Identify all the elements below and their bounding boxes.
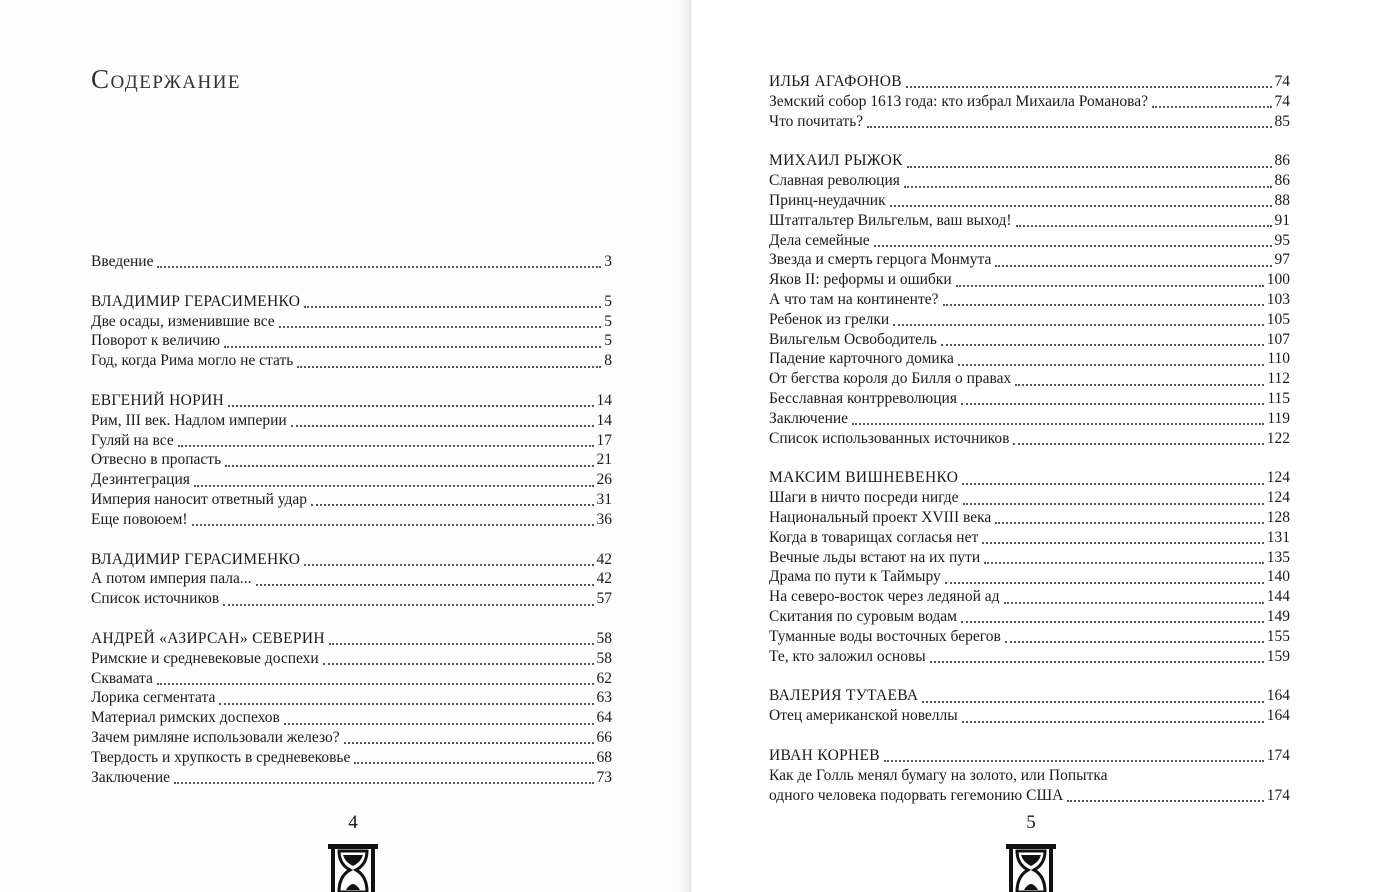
page-ref: 131 xyxy=(1266,528,1290,546)
toc-entry-row[interactable] xyxy=(769,270,1290,290)
dot-leader xyxy=(344,740,594,744)
page-ref: 149 xyxy=(1266,607,1290,625)
chapter-title: Еще повоюем! xyxy=(91,510,188,528)
chapter-title: Яков II: реформы и ошибки xyxy=(769,271,952,289)
toc-entry-row[interactable] xyxy=(91,688,612,708)
toc-entry-row[interactable] xyxy=(769,706,1290,726)
page-ref: 74 xyxy=(1274,73,1290,90)
page-ref: 119 xyxy=(1267,409,1290,427)
page-ref: 128 xyxy=(1266,508,1290,526)
chapter-title: Что почитать? xyxy=(769,112,864,130)
author-name: АНДРЕЙ «АЗИРСАН» СЕВЕРИН xyxy=(91,629,325,647)
toc-entry-row[interactable] xyxy=(769,290,1290,310)
page-ref: 5 xyxy=(604,312,612,330)
dot-leader xyxy=(984,560,1264,564)
dot-leader xyxy=(194,483,594,487)
page-ref: 110 xyxy=(1267,350,1290,368)
dot-leader xyxy=(228,403,594,407)
dot-leader xyxy=(224,344,601,348)
toc-section xyxy=(769,151,1290,448)
toc-entry-row[interactable] xyxy=(91,490,612,510)
page-ref: 155 xyxy=(1266,627,1290,645)
dot-leader xyxy=(225,463,593,467)
dot-leader xyxy=(1005,639,1264,643)
chapter-title: Национальный проект XVIII века xyxy=(769,508,992,526)
toc-entry-row[interactable] xyxy=(769,310,1290,330)
chapter-title: Штатгальтер Вильгельм, ваш выход! xyxy=(769,211,1012,229)
author-name: ВАЛЕРИЯ ТУТАЕВА xyxy=(769,687,919,705)
page-ref: 42 xyxy=(596,570,612,588)
chapter-title: Лорика сегментата xyxy=(91,689,216,707)
page-ref: 124 xyxy=(1266,469,1290,487)
toc-author-row[interactable] xyxy=(769,686,1290,706)
page-ref: 66 xyxy=(596,728,612,746)
chapter-title: Заключение xyxy=(769,409,849,427)
toc-entry-row[interactable] xyxy=(91,768,612,788)
page-ref: 63 xyxy=(596,689,612,707)
toc-entry-row[interactable] xyxy=(91,748,612,768)
dot-leader xyxy=(907,164,1272,168)
toc-list-right xyxy=(769,72,1290,825)
dot-leader xyxy=(1152,104,1272,108)
toc-entry-row[interactable] xyxy=(91,649,612,669)
chapter-title: Список источников xyxy=(91,590,220,608)
chapter-title: Введение xyxy=(91,253,154,270)
page-ref: 8 xyxy=(604,352,612,370)
page-ref: 159 xyxy=(1266,647,1290,665)
dot-leader xyxy=(304,562,593,566)
dot-leader xyxy=(284,721,594,725)
toc-entry-row[interactable] xyxy=(769,409,1290,429)
chapter-title: Туманные воды восточных берегов xyxy=(769,627,1001,645)
dot-leader xyxy=(157,681,594,685)
toc-section xyxy=(769,686,1290,726)
toc-entry-row[interactable] xyxy=(769,766,1290,786)
author-name: МИХАИЛ РЫЖОК xyxy=(769,152,903,170)
dot-leader xyxy=(941,342,1264,346)
toc-entry-row[interactable] xyxy=(91,510,612,530)
page-ref: 103 xyxy=(1266,290,1290,308)
toc-entry-row[interactable] xyxy=(769,528,1290,548)
dot-leader xyxy=(922,699,1263,703)
chapter-title: Как де Голль менял бумагу на золото, или Попытка xyxy=(769,766,1108,784)
toc-section xyxy=(91,550,612,609)
chapter-title: А что там на континенте? xyxy=(769,290,939,308)
chapter-title: Драма по пути к Таймыру xyxy=(769,568,941,586)
dot-leader xyxy=(867,124,1271,128)
page-ref: 17 xyxy=(596,431,612,449)
dot-leader xyxy=(956,283,1264,287)
toc-section xyxy=(769,468,1290,666)
page-ref: 135 xyxy=(1266,548,1290,566)
toc-author-row[interactable] xyxy=(769,151,1290,171)
dot-leader xyxy=(958,362,1264,366)
page-ref: 42 xyxy=(596,550,612,568)
toc-list-left xyxy=(91,252,612,807)
chapter-title: Принц-неудачник xyxy=(769,191,886,209)
chapter-title: Вильгельм Освободитель xyxy=(769,330,937,348)
author-name: ИЛЬЯ АГАФОНОВ xyxy=(769,73,902,90)
page-ref: 68 xyxy=(596,748,612,766)
dot-leader xyxy=(1016,223,1272,227)
toc-entry-row[interactable] xyxy=(769,607,1290,627)
dot-leader xyxy=(943,302,1264,306)
hourglass-icon xyxy=(1004,840,1058,892)
toc-entry-row[interactable] xyxy=(769,112,1290,132)
page-ref: 26 xyxy=(596,471,612,489)
page-ref: 86 xyxy=(1274,152,1290,170)
page-ref: 174 xyxy=(1266,746,1290,764)
page-ref: 57 xyxy=(596,590,612,608)
toc-entry-row[interactable] xyxy=(769,191,1290,211)
dot-leader xyxy=(1004,600,1264,604)
toc-entry-row[interactable] xyxy=(91,708,612,728)
chapter-title: Бесславная контрреволюция xyxy=(769,389,957,407)
toc-author-row[interactable] xyxy=(769,468,1290,488)
chapter-title: Падение карточного домика xyxy=(769,350,954,368)
chapter-title: Дезинтеграция xyxy=(91,471,190,489)
toc-entry-row[interactable] xyxy=(91,312,612,332)
page-ref: 5 xyxy=(604,292,612,310)
page-ref: 112 xyxy=(1267,370,1290,388)
dot-leader xyxy=(995,263,1271,267)
toc-entry-row[interactable] xyxy=(91,252,612,272)
dot-leader xyxy=(961,619,1264,623)
chapter-title: Рим, III век. Надлом империи xyxy=(91,411,287,429)
dot-leader xyxy=(962,719,1264,723)
chapter-title: Твердость и хрупкость в средневековье xyxy=(91,748,351,766)
toc-entry-row[interactable] xyxy=(91,669,612,689)
page-ref: 164 xyxy=(1266,687,1290,705)
toc-section xyxy=(769,746,1290,805)
toc-entry-row[interactable] xyxy=(769,508,1290,528)
dot-leader xyxy=(329,641,594,645)
toc-author-row[interactable] xyxy=(769,746,1290,766)
toc-author-row[interactable] xyxy=(91,391,612,411)
dot-leader xyxy=(1013,441,1263,445)
chapter-title: Зачем римляне использовали железо? xyxy=(91,728,340,746)
page-ref: 124 xyxy=(1266,489,1290,507)
page-ref: 36 xyxy=(596,510,612,528)
page-title: Содержание xyxy=(91,64,242,94)
page-ref: 164 xyxy=(1266,707,1290,725)
dot-leader xyxy=(178,443,594,447)
page-ref: 95 xyxy=(1274,231,1290,249)
dot-leader xyxy=(311,502,593,506)
toc-entry-row[interactable] xyxy=(769,548,1290,568)
author-name: ЕВГЕНИЙ НОРИН xyxy=(91,391,224,409)
chapter-title: Дела семейные xyxy=(769,231,870,249)
dot-leader xyxy=(157,264,601,268)
toc-section xyxy=(91,391,612,530)
dot-leader xyxy=(961,401,1264,405)
dot-leader xyxy=(1067,798,1263,802)
page-ref: 14 xyxy=(596,391,612,409)
page-ref: 122 xyxy=(1266,429,1290,447)
page-ref: 174 xyxy=(1266,786,1290,804)
page-ref: 86 xyxy=(1274,172,1290,190)
toc-author-row[interactable] xyxy=(91,292,612,312)
page-ref: 88 xyxy=(1274,191,1290,209)
toc-author-row[interactable] xyxy=(91,550,612,570)
chapter-title: Год, когда Рима могло не стать xyxy=(91,352,294,370)
author-name: МАКСИМ ВИШНЕВЕНКО xyxy=(769,469,959,487)
chapter-title: На северо-восток через ледяной ад xyxy=(769,588,1000,606)
page-ref: 58 xyxy=(596,629,612,647)
chapter-title: Римские и средневековые доспехи xyxy=(91,649,319,667)
dot-leader xyxy=(963,501,1264,505)
toc-entry-row[interactable] xyxy=(769,786,1290,806)
chapter-title: Поворот к величию xyxy=(91,332,221,350)
chapter-title: Вечные льды встают на их пути xyxy=(769,548,981,566)
page-ref: 73 xyxy=(596,768,612,786)
toc-entry-row[interactable] xyxy=(769,92,1290,112)
page-ref: 64 xyxy=(596,709,612,727)
dot-leader xyxy=(995,520,1263,524)
toc-entry-row[interactable] xyxy=(91,728,612,748)
toc-entry-row[interactable] xyxy=(769,211,1290,231)
dot-leader xyxy=(893,322,1264,326)
author-name: ВЛАДИМИР ГЕРАСИМЕНКО xyxy=(91,550,301,568)
toc-entry-row[interactable] xyxy=(769,330,1290,350)
toc-entry-row[interactable] xyxy=(91,331,612,351)
page-ref: 74 xyxy=(1274,92,1290,110)
toc-entry-row[interactable] xyxy=(91,470,612,490)
dot-leader xyxy=(219,701,593,705)
chapter-title: Заключение xyxy=(91,768,171,786)
page-ref: 62 xyxy=(596,669,612,687)
page-ref: 140 xyxy=(1266,568,1290,586)
page-ref: 144 xyxy=(1266,588,1290,606)
page-ref: 5 xyxy=(604,332,612,350)
chapter-title: Гуляй на все xyxy=(91,431,174,449)
chapter-title: Сквамата xyxy=(91,669,153,687)
chapter-title: Звезда и смерть герцога Монмута xyxy=(769,251,992,269)
author-name: ВЛАДИМИР ГЕРАСИМЕНКО xyxy=(91,292,301,310)
page-number-right: 5 xyxy=(1026,812,1036,833)
toc-entry-row[interactable] xyxy=(91,411,612,431)
chapter-title: Список использованных источников xyxy=(769,429,1010,447)
chapter-title: Те, кто заложил основы xyxy=(769,647,926,665)
toc-entry-row[interactable] xyxy=(769,587,1290,607)
toc-entry-row[interactable] xyxy=(91,569,612,589)
dot-leader xyxy=(297,364,601,368)
toc-entry-row[interactable] xyxy=(769,349,1290,369)
dot-leader xyxy=(223,602,593,606)
toc-entry-row[interactable] xyxy=(91,351,612,371)
chapter-title: Земский собор 1613 года: кто избрал Михаила Романова? xyxy=(769,92,1148,110)
dot-leader xyxy=(174,780,593,784)
dot-leader xyxy=(906,84,1272,88)
page-ref: 105 xyxy=(1266,310,1290,328)
chapter-title: Ребенок из грелки xyxy=(769,310,890,328)
chapter-title: От бегства короля до Билля о правах xyxy=(769,370,1012,388)
dot-leader xyxy=(904,184,1272,188)
toc-section xyxy=(769,72,1290,131)
page-ref: 97 xyxy=(1274,251,1290,269)
dot-leader xyxy=(890,203,1272,207)
page-ref: 107 xyxy=(1266,330,1290,348)
page-ref: 91 xyxy=(1274,211,1290,229)
dot-leader xyxy=(279,324,602,328)
chapter-title: Отвесно в пропасть xyxy=(91,451,222,469)
toc-entry-row[interactable] xyxy=(769,250,1290,270)
hourglass-icon xyxy=(326,840,380,892)
dot-leader xyxy=(291,423,594,427)
dot-leader xyxy=(884,758,1264,762)
chapter-title: Две осады, изменившие все xyxy=(91,312,275,330)
dot-leader xyxy=(354,760,593,764)
left-page xyxy=(0,0,691,892)
dot-leader xyxy=(323,661,594,665)
toc-section xyxy=(91,252,612,272)
toc-entry-row[interactable] xyxy=(769,369,1290,389)
chapter-title: Материал римских доспехов xyxy=(91,709,280,727)
toc-entry-row[interactable] xyxy=(769,389,1290,409)
page-ref: 115 xyxy=(1267,389,1290,407)
page-ref: 14 xyxy=(596,411,612,429)
chapter-title: Когда в товарищах согласья нет xyxy=(769,528,979,546)
dot-leader xyxy=(930,659,1264,663)
chapter-title: А потом империя пала... xyxy=(91,570,252,588)
chapter-title: одного человека подорвать гегемонию США xyxy=(769,786,1064,804)
author-name: ИВАН КОРНЕВ xyxy=(769,746,880,764)
page-ref: 21 xyxy=(596,451,612,469)
toc-entry-row[interactable] xyxy=(769,647,1290,667)
page-ref: 85 xyxy=(1274,112,1290,130)
toc-entry-row[interactable] xyxy=(769,567,1290,587)
page-ref: 31 xyxy=(596,490,612,508)
page-ref: 58 xyxy=(596,649,612,667)
toc-author-row[interactable] xyxy=(769,72,1290,92)
dot-leader xyxy=(304,304,601,308)
toc-entry-row[interactable] xyxy=(91,431,612,451)
toc-entry-row[interactable] xyxy=(769,488,1290,508)
toc-entry-row[interactable] xyxy=(769,627,1290,647)
toc-section xyxy=(91,629,612,787)
chapter-title: Шаги в ничто посреди нигде xyxy=(769,489,959,507)
toc-entry-row[interactable] xyxy=(769,231,1290,251)
dot-leader xyxy=(982,540,1264,544)
toc-entry-row[interactable] xyxy=(769,171,1290,191)
dot-leader xyxy=(874,243,1272,247)
dot-leader xyxy=(852,421,1264,425)
toc-author-row[interactable] xyxy=(91,629,612,649)
dot-leader xyxy=(1015,382,1264,386)
dot-leader xyxy=(192,522,594,526)
dot-leader xyxy=(256,582,594,586)
toc-entry-row[interactable] xyxy=(91,450,612,470)
toc-entry-row[interactable] xyxy=(91,589,612,609)
page-ref: 3 xyxy=(604,253,612,270)
page-number-left: 4 xyxy=(348,812,358,833)
dot-leader xyxy=(962,481,1264,485)
chapter-title: Славная революция xyxy=(769,172,900,190)
chapter-title: Отец американской новеллы xyxy=(769,707,958,725)
toc-entry-row[interactable] xyxy=(769,429,1290,449)
chapter-title: Скитания по суровым водам xyxy=(769,607,957,625)
dot-leader xyxy=(945,580,1264,584)
page-ref: 100 xyxy=(1266,271,1290,289)
chapter-title: Империя наносит ответный удар xyxy=(91,490,308,508)
toc-section xyxy=(91,292,612,371)
